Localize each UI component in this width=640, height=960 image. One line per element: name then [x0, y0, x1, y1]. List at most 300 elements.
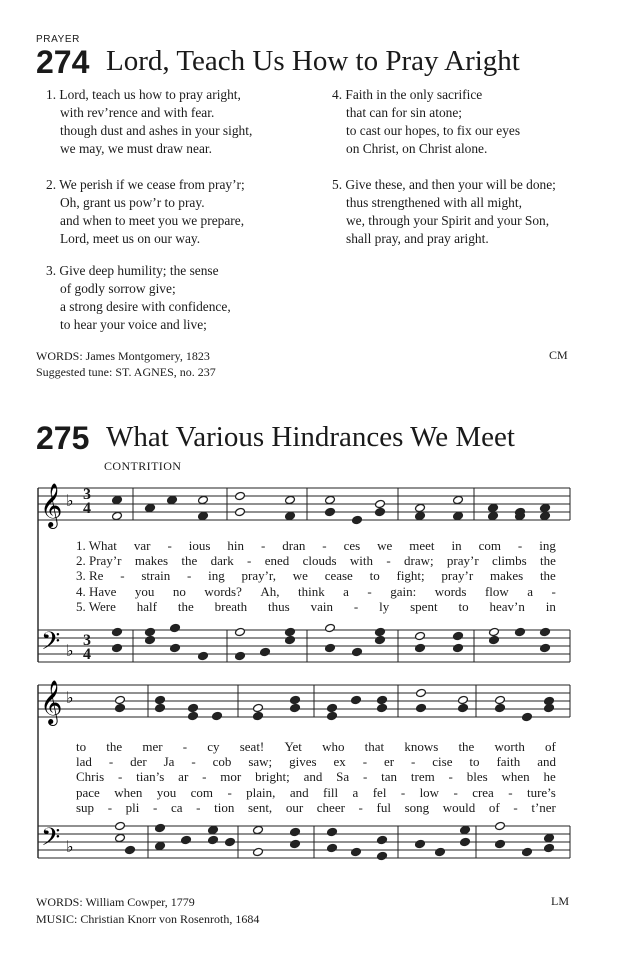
lyric-syllable: tan: [381, 769, 398, 785]
lyric-line: [76, 800, 556, 816]
lyric-syllable: hin: [227, 538, 244, 553]
notehead: [489, 627, 500, 636]
lyric-syllable: 2. Pray’r: [76, 553, 122, 569]
stanza-line: that can for sin atone;: [346, 105, 463, 120]
bass-clef-icon: 𝄢: [41, 627, 61, 662]
notehead: [540, 643, 551, 652]
notehead: [115, 703, 126, 712]
lyric-syllable: tian’s: [136, 769, 165, 785]
category-label: PRAYER: [36, 34, 80, 45]
notehead: [112, 511, 123, 520]
lyric-syllable: -: [513, 799, 518, 815]
notehead: [235, 507, 246, 516]
lyric-syllable: when: [114, 784, 143, 800]
lyric-syllable: cise: [432, 754, 453, 770]
lyric-syllable: half: [136, 598, 157, 614]
notehead: [377, 703, 388, 712]
lyric-syllable: of: [545, 739, 556, 754]
notehead: [235, 651, 246, 660]
lyric-syllable: to: [76, 739, 87, 754]
lyric-syllable: to: [469, 754, 480, 770]
lyric-syllable: with: [349, 553, 373, 569]
notehead: [375, 507, 386, 516]
lyric-syllable: -: [386, 553, 391, 569]
stanza-number: 4.: [332, 87, 343, 102]
lyric-syllable: fill: [322, 784, 339, 800]
notehead: [145, 627, 156, 636]
lyric-syllable: a: [343, 583, 349, 599]
lyric-syllable: -: [410, 754, 416, 770]
lyric-syllable: knows: [404, 739, 439, 754]
notehead: [253, 847, 264, 856]
lyric-syllable: bles: [466, 769, 488, 785]
notehead: [453, 495, 464, 504]
lyric-syllable: the: [540, 553, 556, 569]
notehead: [188, 711, 199, 720]
lyric-syllable: 3. Re: [76, 568, 104, 584]
lyric-syllable: dran: [282, 538, 306, 553]
lyric-syllable: you: [156, 784, 177, 800]
stanza-line: Lord, teach us how to pray aright,: [59, 87, 241, 102]
lyric-syllable: seat!: [239, 739, 265, 754]
lyric-syllable: ture’s: [526, 784, 556, 800]
notehead: [416, 703, 427, 712]
lyric-syllable: a: [352, 784, 359, 800]
notehead: [290, 695, 301, 704]
lyric-syllable: breath: [214, 598, 248, 614]
stanza-line: shall pray, and pray aright.: [346, 231, 489, 246]
hymn-number-275: 275: [36, 420, 90, 456]
stanza-line: Give deep humility; the sense: [59, 263, 219, 278]
lyric-syllable: when: [501, 769, 530, 785]
stanza-line: though dust and ashes in your sight,: [60, 123, 253, 138]
lyric-syllable: Ah,: [260, 583, 280, 599]
lyric-syllable: -: [186, 568, 192, 584]
notehead: [170, 643, 181, 652]
stanza-number: 3.: [46, 263, 57, 278]
stanza-line: we may, we must draw near.: [60, 141, 212, 156]
notehead: [225, 837, 236, 846]
lyric-syllable: thus: [268, 598, 290, 614]
stanza-line: of godly sorrow give;: [60, 281, 176, 296]
notehead: [253, 703, 264, 712]
lyric-syllable: Yet: [284, 739, 302, 754]
lyric-syllable: t’ner: [531, 799, 556, 815]
lyric-line: [76, 584, 556, 600]
flat-icon: ♭: [66, 641, 74, 660]
lyric-syllable: sent,: [247, 799, 273, 815]
notehead: [285, 627, 296, 636]
lyric-syllable: -: [107, 799, 113, 815]
lyric-syllable: -: [153, 799, 158, 815]
notehead: [208, 835, 219, 844]
lyric-syllable: -: [108, 754, 114, 770]
lyric-syllable: and: [289, 784, 309, 800]
lyric-syllable: he: [543, 769, 556, 785]
lyric-syllable: you: [134, 583, 155, 599]
lyric-syllable: pray’r: [446, 553, 479, 569]
notehead: [325, 623, 336, 632]
notehead: [155, 841, 166, 850]
stanza-line: with rev’rence and with fear.: [60, 105, 215, 120]
lyric-syllable: the: [177, 598, 194, 614]
notehead: [181, 835, 192, 844]
lyric-syllable: Chris: [76, 769, 105, 785]
notehead: [415, 839, 426, 848]
notehead: [188, 703, 199, 712]
notehead: [495, 695, 506, 704]
lyric-line: [76, 785, 556, 801]
notehead: [290, 703, 301, 712]
notehead: [115, 821, 126, 830]
notehead: [125, 845, 136, 854]
lyric-syllable: com: [190, 784, 214, 800]
notehead: [351, 695, 362, 704]
stanza-number: 1.: [46, 87, 57, 102]
lyric-syllable: -: [118, 769, 123, 785]
notehead: [544, 843, 555, 852]
lyric-syllable: worth: [494, 739, 525, 754]
notehead: [327, 711, 338, 720]
notehead: [235, 627, 246, 636]
lyric-syllable: pray’r: [441, 568, 474, 584]
words-credit-274: WORDS: James Montgomery, 1823: [36, 349, 210, 363]
notehead: [285, 635, 296, 644]
treble-clef-icon: 𝄞: [40, 680, 63, 724]
notehead: [253, 825, 264, 834]
lyric-line: [76, 538, 556, 554]
lyric-syllable: bright;: [255, 769, 290, 785]
meter-275: LM: [551, 894, 569, 908]
lyric-syllable: words?: [204, 583, 242, 599]
lyric-syllable: Ja: [163, 754, 175, 770]
notehead: [170, 623, 181, 632]
notehead: [377, 851, 388, 860]
lyric-syllable: pace: [76, 784, 100, 800]
time-sig-bottom: 4: [83, 500, 91, 517]
notehead: [460, 837, 471, 846]
lyric-syllable: -: [322, 538, 327, 553]
notehead: [327, 703, 338, 712]
lyric-syllable: lad: [76, 754, 92, 770]
lyric-syllable: to: [458, 598, 469, 614]
notehead: [290, 839, 301, 848]
lyric-syllable: -: [260, 538, 266, 553]
words-credit-275: WORDS: William Cowper, 1779: [36, 895, 195, 909]
notehead: [515, 627, 526, 636]
notehead: [415, 631, 426, 640]
lyric-syllable: -: [400, 784, 406, 800]
lyric-syllable: no: [172, 583, 186, 599]
lyric-syllable: -: [247, 553, 252, 569]
notehead: [544, 703, 555, 712]
lyric-syllable: would: [442, 799, 476, 815]
stanza-line: and when to meet you we prepare,: [60, 213, 245, 228]
notehead: [198, 495, 209, 504]
time-signature-bass: [83, 634, 91, 662]
stanza-line: we, through your Spirit and your Son,: [346, 213, 550, 228]
lyric-syllable: we: [292, 568, 308, 584]
lyric-syllable: mor: [220, 769, 242, 785]
lyric-syllable: er: [383, 754, 395, 770]
lyric-syllable: draw;: [403, 553, 434, 569]
notehead: [325, 495, 336, 504]
lyric-syllable: fel: [372, 784, 387, 800]
stanza-line: to cast our hopes, to fix our eyes: [346, 123, 521, 138]
notehead: [198, 511, 209, 520]
notehead: [198, 651, 209, 660]
lyric-syllable: and: [303, 769, 323, 785]
flat-icon: ♭: [66, 491, 74, 510]
notehead: [522, 712, 533, 721]
lyric-syllable: ing: [539, 538, 556, 553]
treble-clef-icon: 𝄞: [40, 483, 63, 527]
notehead: [112, 643, 123, 652]
lyric-syllable: cease: [324, 568, 353, 584]
stanza-line: to hear your voice and live;: [60, 317, 207, 332]
stanza-line: Oh, grant us pow’r to pray.: [60, 195, 205, 210]
lyric-syllable: makes: [134, 553, 169, 569]
lyric-syllable: trem: [410, 769, 435, 785]
lyric-syllable: -: [363, 769, 368, 785]
notehead: [540, 511, 551, 520]
lyric-syllable: gives: [289, 754, 317, 770]
notehead: [212, 711, 223, 720]
lyric-syllable: -: [353, 598, 359, 614]
lyric-syllable: the: [458, 739, 475, 754]
notehead: [415, 511, 426, 520]
notehead: [375, 627, 386, 636]
tune-name: CONTRITION: [104, 459, 182, 473]
lyric-syllable: -: [551, 583, 556, 599]
notehead: [112, 627, 123, 636]
lyric-syllable: ious: [188, 538, 211, 553]
lyric-syllable: cy: [207, 739, 220, 754]
notehead: [495, 839, 506, 848]
notehead: [327, 843, 338, 852]
lyric-syllable: -: [196, 799, 201, 815]
lyric-syllable: ened: [264, 553, 290, 569]
notehead: [489, 635, 500, 644]
lyric-syllable: the: [539, 568, 556, 584]
lyric-syllable: pli: [125, 799, 140, 815]
lyric-syllable: ing: [208, 568, 225, 584]
notehead: [375, 499, 386, 508]
lyric-syllable: -: [508, 784, 513, 800]
notehead: [522, 847, 533, 856]
lyric-syllable: -: [517, 538, 523, 553]
notehead: [325, 643, 336, 652]
lyric-syllable: song: [404, 799, 430, 815]
lyric-syllable: a: [527, 583, 534, 599]
notehead: [458, 695, 469, 704]
stanza-line: Lord, meet us on our way.: [60, 231, 201, 246]
notehead: [253, 711, 264, 720]
hymn-title-274: Lord, Teach Us How to Pray Aright: [106, 45, 520, 77]
lyric-syllable: var: [133, 538, 151, 553]
lyric-syllable: climbs: [492, 553, 527, 569]
stanza-line: a strong desire with confidence,: [60, 299, 231, 314]
notehead: [260, 647, 271, 656]
notehead: [327, 827, 338, 836]
notehead: [488, 511, 499, 520]
lyric-syllable: we: [377, 538, 393, 553]
lyric-syllable: -: [191, 754, 196, 770]
lyric-syllable: ces: [343, 538, 361, 553]
lyric-syllable: -: [358, 799, 363, 815]
notehead: [208, 825, 219, 834]
lyric-syllable: ex: [333, 754, 346, 770]
notehead: [495, 703, 506, 712]
lyric-syllable: -: [227, 784, 232, 800]
notehead: [167, 495, 178, 504]
flat-icon: ♭: [66, 837, 74, 856]
notehead: [453, 511, 464, 520]
lyric-line: [76, 599, 556, 615]
hymn-title-275: What Various Hindrances We Meet: [106, 421, 515, 453]
lyric-syllable: 1. What: [76, 538, 117, 553]
lyric-syllable: spent: [410, 598, 438, 614]
lyric-syllable: the: [181, 553, 198, 569]
tune-credit-274: Suggested tune: ST. AGNES, no. 237: [36, 365, 216, 379]
lyric-syllable: saw;: [248, 754, 273, 770]
lyric-syllable: ca: [170, 799, 183, 815]
notehead: [453, 631, 464, 640]
notehead: [416, 688, 427, 697]
stanza-number: 5.: [332, 177, 343, 192]
notehead: [235, 491, 246, 500]
lyric-syllable: 5. Were: [76, 598, 116, 614]
notehead: [377, 835, 388, 844]
lyric-syllable: der: [130, 754, 147, 770]
time-signature-treble: [83, 488, 91, 516]
lyric-syllable: ly: [379, 598, 390, 614]
stanza-line: thus strengthened with all might,: [346, 195, 522, 210]
notehead: [145, 635, 156, 644]
lyric-syllable: low: [419, 784, 440, 800]
notehead: [488, 503, 499, 512]
time-sig-top: 3: [83, 486, 91, 503]
lyric-syllable: ar: [178, 769, 189, 785]
notehead: [325, 507, 336, 516]
lyric-syllable: pray’r,: [241, 568, 276, 584]
stanza-line: Give these, and then your will be done;: [345, 177, 556, 192]
notehead: [285, 495, 296, 504]
lyric-line: [76, 754, 556, 770]
lyric-line: [76, 553, 556, 569]
lyric-syllable: the: [106, 739, 123, 754]
lyric-syllable: in: [545, 598, 556, 614]
lyric-syllable: ful: [376, 799, 391, 815]
lyric-syllable: words: [434, 583, 467, 599]
notehead: [540, 627, 551, 636]
stanza-line: Faith in the only sacrifice: [345, 87, 483, 102]
stanza-line: We perish if we cease from pray’r;: [59, 177, 245, 192]
lyric-syllable: who: [322, 739, 345, 754]
lyric-line: [76, 769, 556, 785]
lyric-syllable: -: [448, 769, 453, 785]
lyric-syllable: sup: [76, 799, 95, 815]
hymn-number-274: 274: [36, 44, 90, 80]
notehead: [290, 827, 301, 836]
notehead: [115, 833, 126, 842]
lyric-syllable: heav’n: [489, 598, 525, 614]
lyric-syllable: crea: [472, 784, 494, 800]
notehead: [540, 503, 551, 512]
lyric-syllable: -: [120, 568, 125, 584]
lyric-syllable: clouds: [302, 553, 337, 569]
time-sig-bottom: 4: [83, 646, 91, 663]
notehead: [415, 643, 426, 652]
time-sig-top: 3: [83, 632, 91, 649]
lyric-syllable: makes: [489, 568, 524, 584]
notehead: [453, 643, 464, 652]
notehead: [115, 695, 126, 704]
notehead: [352, 515, 363, 524]
meter-274: CM: [549, 348, 568, 362]
lyric-syllable: to: [369, 568, 380, 584]
lyric-syllable: think: [297, 583, 325, 599]
lyric-syllable: fight;: [396, 568, 425, 584]
lyric-syllable: flow: [484, 583, 509, 599]
lyric-syllable: mer: [142, 739, 163, 754]
lyric-syllable: tion: [214, 799, 235, 815]
notehead: [377, 695, 388, 704]
notehead: [351, 847, 362, 856]
lyric-syllable: our: [285, 799, 304, 815]
lyric-syllable: strain: [141, 568, 171, 584]
lyric-syllable: dark: [210, 553, 234, 569]
lyric-syllable: gain:: [390, 583, 417, 599]
lyric-syllable: cheer: [316, 799, 345, 815]
stanza-line: on Christ, on Christ alone.: [346, 141, 488, 156]
music-credit-275: MUSIC: Christian Knorr von Rosenroth, 1684: [36, 912, 260, 926]
notehead: [285, 511, 296, 520]
lyric-syllable: faith: [496, 754, 521, 770]
flat-icon: ♭: [66, 688, 74, 707]
lyric-syllable: and: [537, 754, 556, 770]
notehead: [145, 503, 156, 512]
notehead: [352, 647, 363, 656]
lyric-syllable: in: [451, 538, 462, 553]
notehead: [458, 703, 469, 712]
lyric-syllable: cob: [212, 754, 232, 770]
lyric-syllable: com: [478, 538, 501, 553]
notehead: [155, 703, 166, 712]
notehead: [415, 503, 426, 512]
lyric-line: [76, 568, 556, 584]
lyric-syllable: of: [488, 799, 500, 815]
bass-clef-icon: 𝄢: [41, 823, 61, 858]
notehead: [544, 833, 555, 842]
lyric-syllable: that: [364, 739, 385, 754]
lyric-syllable: -: [167, 538, 172, 553]
lyric-syllable: plain,: [246, 784, 276, 800]
lyric-syllable: -: [362, 754, 368, 770]
notehead: [460, 825, 471, 834]
lyric-syllable: -: [202, 769, 207, 785]
lyric-syllable: vain: [310, 598, 333, 614]
notehead: [112, 495, 123, 504]
lyric-line: [76, 739, 556, 755]
notehead: [435, 847, 446, 856]
lyric-syllable: 4. Have: [76, 583, 117, 599]
lyric-syllable: -: [367, 583, 372, 599]
stanza-number: 2.: [46, 177, 57, 192]
notehead: [495, 821, 506, 830]
lyric-syllable: -: [182, 739, 188, 754]
lyric-syllable: -: [453, 784, 458, 800]
